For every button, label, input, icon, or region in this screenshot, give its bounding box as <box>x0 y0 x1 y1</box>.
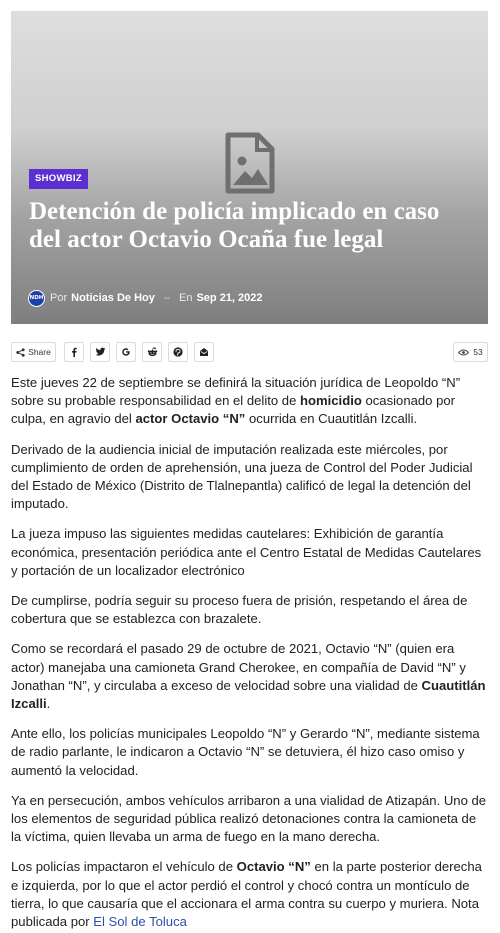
pinterest-share-button[interactable] <box>168 342 188 362</box>
date-prefix: En <box>179 292 193 304</box>
source-link[interactable]: El Sol de Toluca <box>93 914 187 930</box>
bold-text: Octavio “N” <box>236 859 311 875</box>
email-share-button[interactable] <box>194 342 214 362</box>
google-share-button[interactable] <box>116 342 136 362</box>
paragraph: Ante ello, los policías municipales Leopoldo “N” y Gerardo “N”, mediante sistema de radio parlante, le indicaron a Octavio “N” se detuviera, él hizo caso omiso y aumentó la velocidad. <box>11 726 480 778</box>
pinterest-icon <box>173 347 183 357</box>
email-icon <box>199 347 209 357</box>
bold-text: homicidio <box>300 393 362 409</box>
category-badge[interactable]: SHOWBIZ <box>29 169 88 189</box>
share-bar <box>11 342 488 362</box>
paragraph: De cumplirse, podría seguir su proceso fuera de prisión, respetando el área de cobertura que se establezca con brazalete. <box>11 593 468 627</box>
facebook-share-button[interactable] <box>64 342 84 362</box>
reddit-share-button[interactable] <box>142 342 162 362</box>
paragraph: Derivado de la audiencia inicial de imputación realizada este miércoles, por cumplimiento de orden de aprehensión, una jueza de Control del Poder Judicial del Estado de México (Distrito de Tlalnepantla) calificó de legal la detención del imputado. <box>11 441 473 512</box>
paragraph <box>11 640 489 713</box>
facebook-icon <box>69 347 79 357</box>
publish-date: Sep 21, 2022 <box>196 292 263 304</box>
paragraph <box>11 374 489 429</box>
byline-separator: – <box>163 292 170 304</box>
share-button[interactable] <box>11 342 56 362</box>
paragraph: La jueza impuso las siguientes medidas cautelares: Exhibición de garantía económica, presentación periódica ante el Centro Estatal de Medidas Cautelares y portación de un localizador electrónico <box>11 526 482 578</box>
twitter-icon <box>95 347 106 357</box>
bold-text: actor Octavio “N” <box>135 411 246 427</box>
text-segment: ocurrida en Cuautitlán Izcalli. <box>245 411 418 427</box>
author-link[interactable]: Noticias De Hoy <box>71 292 155 304</box>
text-segment: . <box>46 696 51 712</box>
view-count <box>453 342 488 362</box>
share-icon <box>16 348 25 357</box>
paragraph <box>11 858 489 931</box>
broken-image-icon <box>222 131 278 197</box>
twitter-share-button[interactable] <box>90 342 110 362</box>
text-segment: en la parte posterior derecha e izquierda, por lo que el actor perdió el control y chocó contra un montículo de tierra, lo que causaría que el accionara el arma contra su cuerpo y muriera. Nota publicada por <box>11 859 482 930</box>
google-icon <box>121 347 131 357</box>
text-segment: ocasionado por culpa, en agravio del <box>11 393 456 427</box>
author-avatar[interactable] <box>28 290 45 307</box>
hero-image <box>11 11 488 324</box>
avatar-text: NDH <box>29 295 44 301</box>
article-title: Detención de policía implicado en caso del actor Octavio Ocaña fue legal <box>29 198 440 253</box>
view-count-value: 53 <box>473 347 483 357</box>
text-segment: Como se recordará el pasado 29 de octubre de 2021, Octavio “N” (quien era actor) manejaba una camioneta Grand Cherokee, en compañía de David “N” y Jonathan “N”, y circulaba a exceso de velocidad sobre una vialidad de <box>11 641 466 693</box>
text-segment: Este jueves 22 de septiembre se definirá la situación jurídica de Leopoldo “N” sobre su probable responsabilidad en el delito de <box>11 375 461 409</box>
reddit-icon <box>147 347 158 357</box>
by-prefix: Por <box>50 292 68 304</box>
text-segment: Los policías impactaron el vehículo de <box>11 859 237 875</box>
byline <box>28 288 263 308</box>
eye-icon <box>458 349 469 356</box>
bold-text: Cuautitlán Izcalli <box>11 677 486 712</box>
share-label: Share <box>28 347 51 357</box>
paragraph: Ya en persecución, ambos vehículos arribaron a una vialidad de Atizapán. Uno de los elementos de seguridad pública realizó detonaciones contra la camioneta de la víctima, quien llevaba un arma de fuego en la mano derecha. <box>11 792 487 845</box>
article-body <box>11 374 489 933</box>
